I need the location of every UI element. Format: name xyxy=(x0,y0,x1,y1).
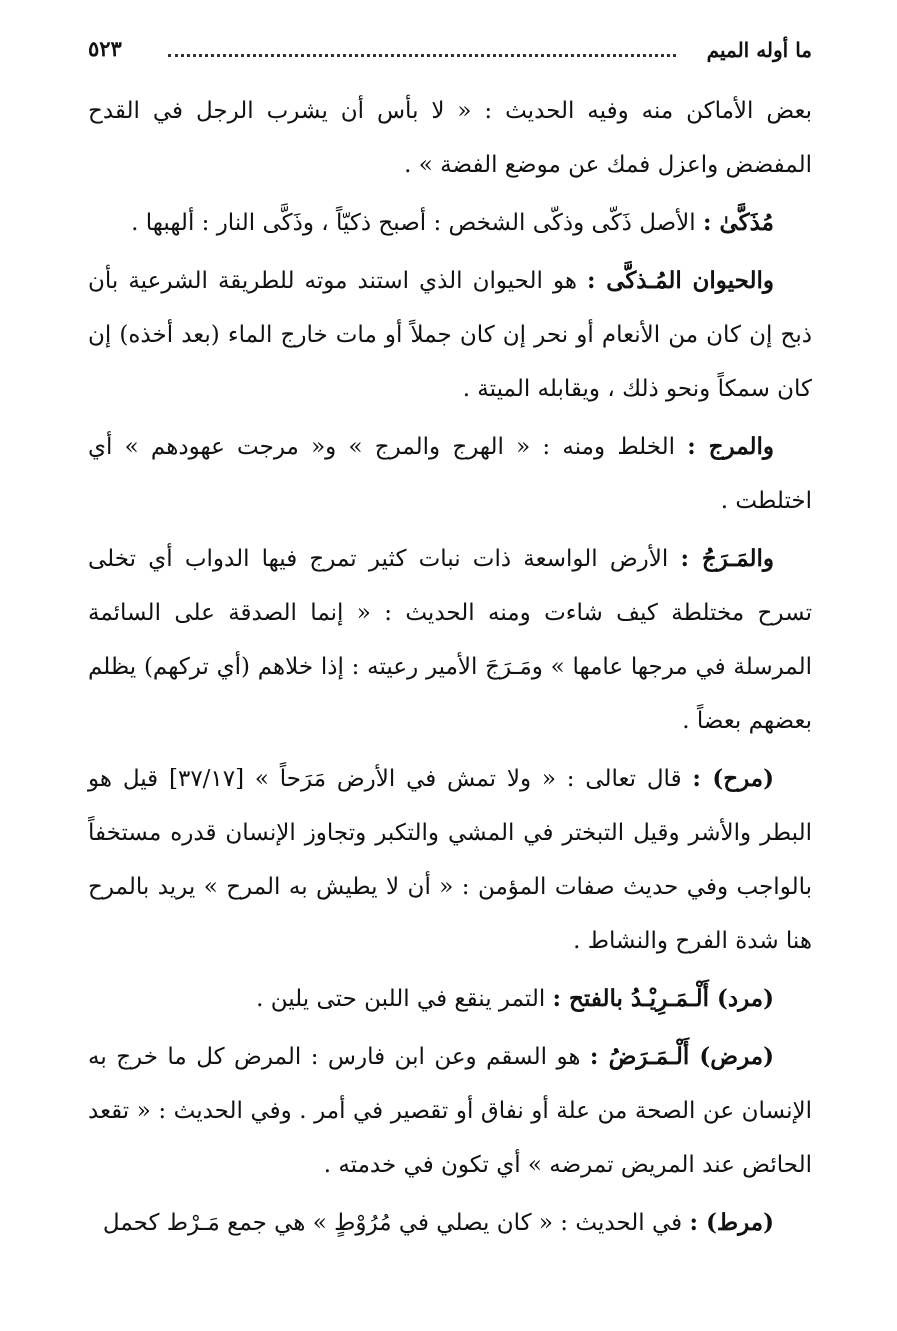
page-body xyxy=(88,84,812,1250)
entry-text: هو الحيوان الذي استند موته للطريقة الشرعية بأن ذبح إن كان من الأنعام أو نحر إن كان جملاً أو مات خارج الماء (بعد أخذه) إن كان سمكاً ونحو ذلك ، ويقابله الميتة . xyxy=(88,268,812,402)
paragraph xyxy=(88,420,812,528)
paragraph xyxy=(88,752,812,968)
entry-term: والحيوان المُـذكَّى : xyxy=(586,267,774,294)
running-title: ما أوله الميم xyxy=(706,38,812,62)
entry-text: هو السقم وعن ابن فارس : المرض كل ما خرج به الإنسان عن الصحة من علة أو نفاق أو تقصير في أمر . وفي الحديث : « تقعد الحائض عند المريض تمرضه » أي تكون في خدمته . xyxy=(88,1044,812,1178)
entry-text: الخلط ومنه : « الهرج والمرج » و« مرجت عهودهم » أي اختلطت . xyxy=(88,434,812,514)
paragraph xyxy=(88,196,812,250)
entry-term: مُذَكَّىٰ : xyxy=(702,209,774,236)
entry-term: والمرج : xyxy=(687,433,775,460)
paragraph xyxy=(88,254,812,416)
paragraph xyxy=(88,1030,812,1192)
paragraph xyxy=(88,1196,812,1250)
entry-term: (مرض) أَلْـمَـرَضُ : xyxy=(589,1043,774,1070)
entry-text: التمر ينقع في اللبن حتى يلين . xyxy=(256,986,553,1012)
page-header xyxy=(88,30,812,70)
entry-term: والمَـرَجُ : xyxy=(680,545,774,572)
entry-text: الأصل ذَكّى وذكّى الشخص : أصبح ذكيّاً ، وذَكَّى النار : ألهبها . xyxy=(131,210,703,236)
entry-text: بعض الأماكن منه وفيه الحديث : « لا بأس أن يشرب الرجل في القدح المفضض واعزل فمك عن موضع الفضة » . xyxy=(88,98,812,178)
entry-term: (مرط) : xyxy=(689,1209,774,1236)
paragraph xyxy=(88,972,812,1026)
paragraph xyxy=(88,84,812,192)
entry-term: (مرح) : xyxy=(692,765,774,792)
entry-text: الأرض الواسعة ذات نبات كثير تمرج فيها الدواب أي تخلى تسرح مختلطة كيف شاءت ومنه الحديث : « إنما الصدقة على السائمة المرسلة في مرجها عامها » ومَـرَجَ الأمير رعيته : إذا خلاهم (أي تركهم) يظلم بعضهم بعضاً . xyxy=(88,546,812,734)
entry-term: (مرد) أَلْـمَـرِيْـدُ بالفتح : xyxy=(552,985,774,1012)
entry-text: قال تعالى : « ولا تمش في الأرض مَرَحاً » [٣٧/١٧] قيل هو البطر والأشر وقيل التبختر في المشي والتكبر وتجاوز الإنسان قدره مستخفاً بالواجب وفي حديث صفات المؤمن : « أن لا يطيش به المرح » يريد بالمرح هنا شدة الفرح والنشاط . xyxy=(88,766,812,954)
dotted-leader xyxy=(168,54,676,57)
page-number: ٥٢٣ xyxy=(88,36,122,61)
paragraph xyxy=(88,532,812,748)
entry-text: في الحديث : « كان يصلي في مُرُوْطٍ » هي جمع مَـرْط كحمل xyxy=(102,1210,690,1236)
page xyxy=(88,30,812,1254)
